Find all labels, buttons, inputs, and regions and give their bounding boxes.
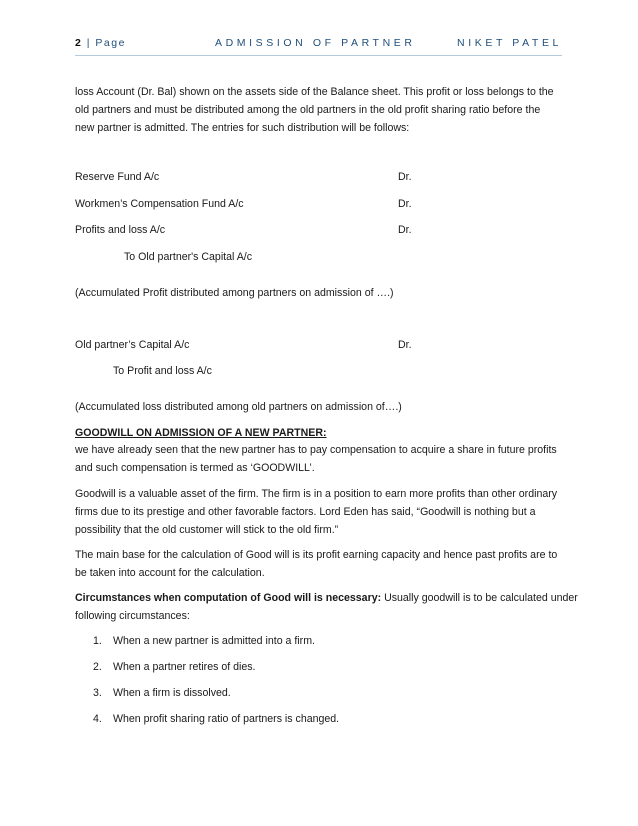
journal-narration: (Accumulated loss distributed among old partners on admission of….) [75,401,402,413]
lead-rest: Usually goodwill is to be calculated under [381,592,578,604]
debit-marker: Dr. [398,339,412,351]
journal-debit-line: Old partner’s Capital A/c [75,339,190,351]
list-text: When profit sharing ratio of partners is changed. [113,713,340,725]
journal-credit-line: To Profit and loss A/c [113,365,212,377]
page-number [75,37,126,49]
paragraph-line: The main base for the calculation of Good will is its profit earning capacity and hence past profits are to [75,549,558,561]
list-text: When a new partner is admitted into a firm. [113,635,315,647]
paragraph-line: possibility that the old customer will stick to the old firm.” [75,524,339,536]
intro-line: loss Account (Dr. Bal) shown on the assets side of the Balance sheet. This profit or loss belongs to the [75,86,554,98]
header-title: ADMISSION OF PARTNER [215,37,416,49]
journal-debit-line: Reserve Fund A/c [75,171,160,183]
page-number-value: 2 [75,37,83,49]
page-label: | Page [82,37,126,49]
debit-marker: Dr. [398,224,412,236]
list-text: When a partner retires of dies. [113,661,256,673]
page-header [75,37,562,56]
intro-line: old partners and must be distributed among the old partners in the old profit sharing ratio before the [75,104,541,116]
list-number: 4. [93,713,102,725]
paragraph-line [75,589,578,608]
list-item [93,658,256,677]
intro-line: new partner is admitted. The entries for such distribution will be follows: [75,122,410,134]
header-author: NIKET PATEL [457,37,562,49]
paragraph-line: we have already seen that the new partner has to pay compensation to acquire a share in future profits [75,444,557,456]
list-item [93,632,315,651]
debit-marker: Dr. [398,198,412,210]
list-number: 1. [93,635,102,647]
paragraph-line: firms due to its prestige and other favorable factors. Lord Eden has said, “Goodwill is nothing but a [75,506,536,518]
journal-credit-line: To Old partner's Capital A/c [124,251,253,263]
bold-lead: Circumstances when computation of Good will is necessary: [75,592,382,604]
paragraph-line: following circumstances: [75,610,190,622]
list-item [93,684,231,703]
journal-debit-line: Profits and loss A/c [75,224,166,236]
paragraph-line: be taken into account for the calculation. [75,567,265,579]
paragraph-line: and such compensation is termed as ‘GOODWILL’. [75,462,315,474]
paragraph-line: Goodwill is a valuable asset of the firm. The firm is in a position to earn more profits than other ordinary [75,488,558,500]
journal-narration: (Accumulated Profit distributed among partners on admission of ….) [75,287,394,299]
section-heading: GOODWILL ON ADMISSION OF A NEW PARTNER: [75,427,327,439]
journal-debit-line: Workmen’s Compensation Fund A/c [75,198,244,210]
list-text: When a firm is dissolved. [113,687,231,699]
list-number: 2. [93,661,102,673]
debit-marker: Dr. [398,171,412,183]
list-item [93,710,339,729]
list-number: 3. [93,687,102,699]
